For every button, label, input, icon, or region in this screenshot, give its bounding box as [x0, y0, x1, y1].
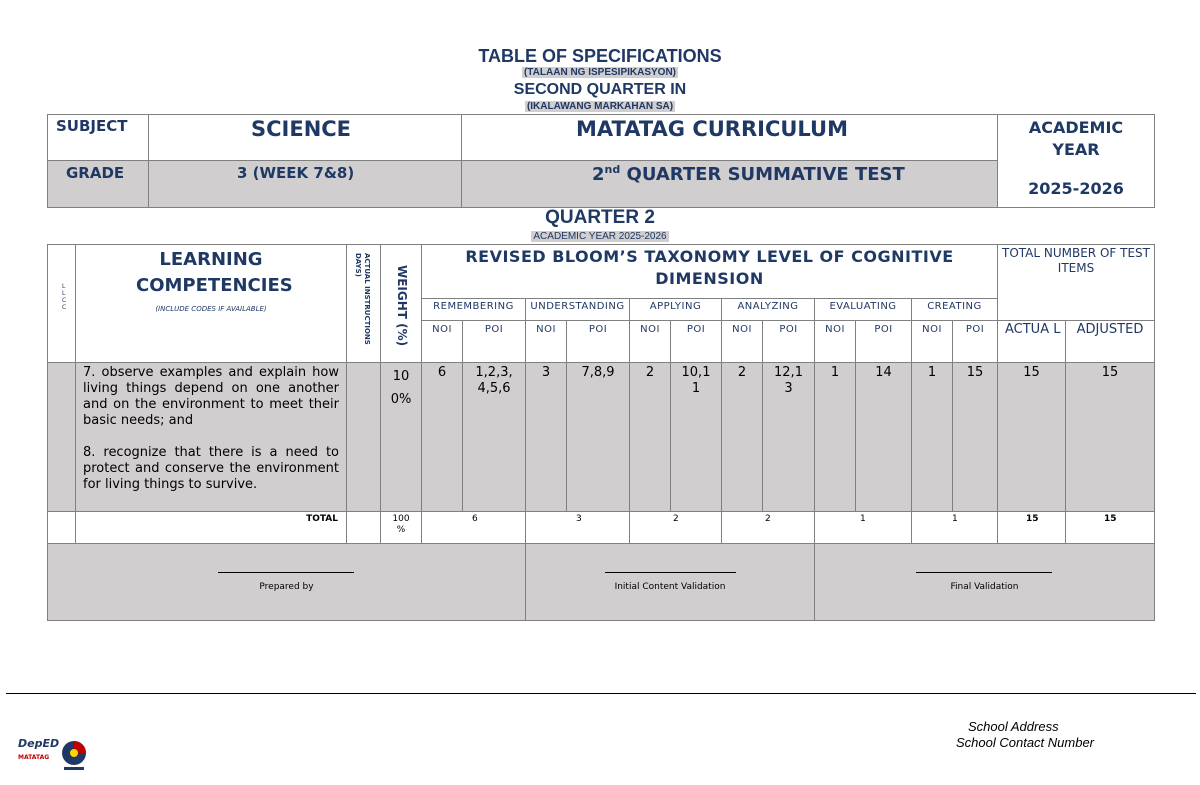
- bagong-pilipinas-logo: [58, 737, 90, 773]
- quarter-title: QUARTER 2: [545, 207, 655, 228]
- grade-label: GRADE: [66, 164, 125, 182]
- bloom-header-cell: [421, 244, 998, 299]
- competency-cell: [75, 362, 347, 512]
- level-evaluating: EVALUATING: [814, 298, 912, 321]
- grade-label-cell: [47, 160, 149, 208]
- noi-header: NOI: [525, 320, 567, 363]
- bloom-header: REVISED BLOOM’S TAXONOMY LEVEL OF COGNITIVE DIMENSION: [465, 247, 954, 288]
- noi-value: 2: [721, 362, 763, 512]
- competency-7: 7. observe examples and explain how living things depend on one another and on the environment to meet their basic needs; and: [83, 365, 339, 428]
- weight-header-cell: [380, 244, 422, 363]
- poi-value: 10,1 1: [670, 362, 722, 512]
- school-contact: School Contact Number: [956, 735, 1095, 750]
- level-remembering: REMEMBERING: [421, 298, 526, 321]
- signature-line: [916, 572, 1052, 573]
- noi-value: 3: [525, 362, 567, 512]
- total-evaluating: 1: [814, 511, 912, 544]
- curriculum-cell: [461, 114, 998, 161]
- academic-year-cell: [997, 114, 1155, 208]
- school-address: School Address: [968, 719, 1059, 734]
- total-code-cell: [47, 511, 76, 544]
- poi-header: POI: [462, 320, 526, 363]
- total-label: TOTAL: [75, 511, 347, 544]
- lc-code-cell: [47, 362, 76, 512]
- days-cell: [346, 362, 381, 512]
- total-analyzing: 2: [721, 511, 815, 544]
- subject-value-cell: [148, 114, 462, 161]
- grade-value-cell: [148, 160, 462, 208]
- test-title: 2nd QUARTER SUMMATIVE TEST: [592, 163, 905, 185]
- level-understanding: UNDERSTANDING: [525, 298, 630, 321]
- total-actual: 15: [997, 511, 1066, 544]
- total-understanding: 3: [525, 511, 630, 544]
- poi-header: POI: [566, 320, 630, 363]
- curriculum-title: MATATAG CURRICULUM: [576, 117, 848, 141]
- adjusted-header: ADJUSTED: [1065, 320, 1155, 363]
- noi-header: NOI: [629, 320, 671, 363]
- grade-value: 3 (WEEK 7&8): [237, 164, 355, 182]
- level-analyzing: ANALYZING: [721, 298, 815, 321]
- poi-header: POI: [762, 320, 815, 363]
- prepared-by: Prepared by: [259, 582, 314, 592]
- total-items-header: TOTAL NUMBER OF TEST ITEMS: [1002, 246, 1150, 275]
- noi-header: NOI: [721, 320, 763, 363]
- doc-quarter: SECOND QUARTER IN: [513, 81, 687, 98]
- signature-initial-cell: [525, 543, 815, 621]
- adjusted-value: 15: [1065, 362, 1155, 512]
- noi-value: 1: [814, 362, 856, 512]
- poi-header: POI: [855, 320, 912, 363]
- total-adjusted: 15: [1065, 511, 1155, 544]
- noi-value: 6: [421, 362, 463, 512]
- poi-value: 1,2,3, 4,5,6: [462, 362, 526, 512]
- level-creating: CREATING: [911, 298, 998, 321]
- weight-cell: 10 0%: [380, 362, 422, 512]
- signature-line: [605, 572, 736, 573]
- poi-value: 7,8,9: [566, 362, 630, 512]
- noi-value: 1: [911, 362, 953, 512]
- noi-value: 2: [629, 362, 671, 512]
- signature-prepared-cell: [47, 543, 526, 621]
- initial-validation: Initial Content Validation: [614, 582, 726, 592]
- signature-final-cell: [814, 543, 1155, 621]
- signature-line: [218, 572, 354, 573]
- days-header: ACTUAL INSTRUCTIONS DAYS): [354, 253, 371, 345]
- academic-year-value: 2025-2026: [1028, 179, 1124, 198]
- poi-header: POI: [952, 320, 998, 363]
- weight-header: WEIGHT (%): [395, 265, 409, 347]
- noi-header: NOI: [421, 320, 463, 363]
- final-validation: Final Validation: [950, 582, 1019, 592]
- days-header-cell: [346, 244, 381, 363]
- total-applying: 2: [629, 511, 722, 544]
- quarter-academic-year: ACADEMIC YEAR 2025-2026: [533, 231, 667, 242]
- total-creating: 1: [911, 511, 998, 544]
- total-remembering: 6: [421, 511, 526, 544]
- competency-8: 8. recognize that there is a need to protect and conserve the environment for living things to survive.: [83, 445, 339, 492]
- poi-value: 15: [952, 362, 998, 512]
- subject-label-cell: [47, 114, 149, 161]
- total-days-cell: [346, 511, 381, 544]
- deped-logo: DepED MATATAG: [18, 737, 60, 761]
- test-title-cell: [461, 160, 998, 208]
- total-items-header-cell: [997, 244, 1155, 321]
- level-applying: APPLYING: [629, 298, 722, 321]
- subject-value: SCIENCE: [251, 117, 352, 141]
- actual-header: ACTUA L: [997, 320, 1066, 363]
- lc-header-cell: [75, 244, 347, 363]
- doc-quarter-sub: (IKALAWANG MARKAHAN SA): [526, 101, 674, 112]
- poi-header: POI: [670, 320, 722, 363]
- lc-note: (INCLUDE CODES IF AVAILABLE): [155, 305, 267, 313]
- actual-value: 15: [997, 362, 1066, 512]
- lc-header: LEARNING COMPETENCIES: [136, 249, 293, 296]
- footer-divider: [6, 693, 1196, 694]
- doc-title: TABLE OF SPECIFICATIONS: [478, 46, 722, 66]
- lc-code-header: L L C C: [47, 244, 76, 363]
- noi-header: NOI: [814, 320, 856, 363]
- doc-title-sub: (TALAAN NG ISPESIPIKASYON): [523, 67, 677, 78]
- subject-label: SUBJECT: [56, 117, 128, 135]
- poi-value: 14: [855, 362, 912, 512]
- total-weight: 100 %: [380, 511, 422, 544]
- noi-header: NOI: [911, 320, 953, 363]
- poi-value: 12,1 3: [762, 362, 815, 512]
- academic-year-label: ACADEMIC YEAR: [1028, 118, 1124, 159]
